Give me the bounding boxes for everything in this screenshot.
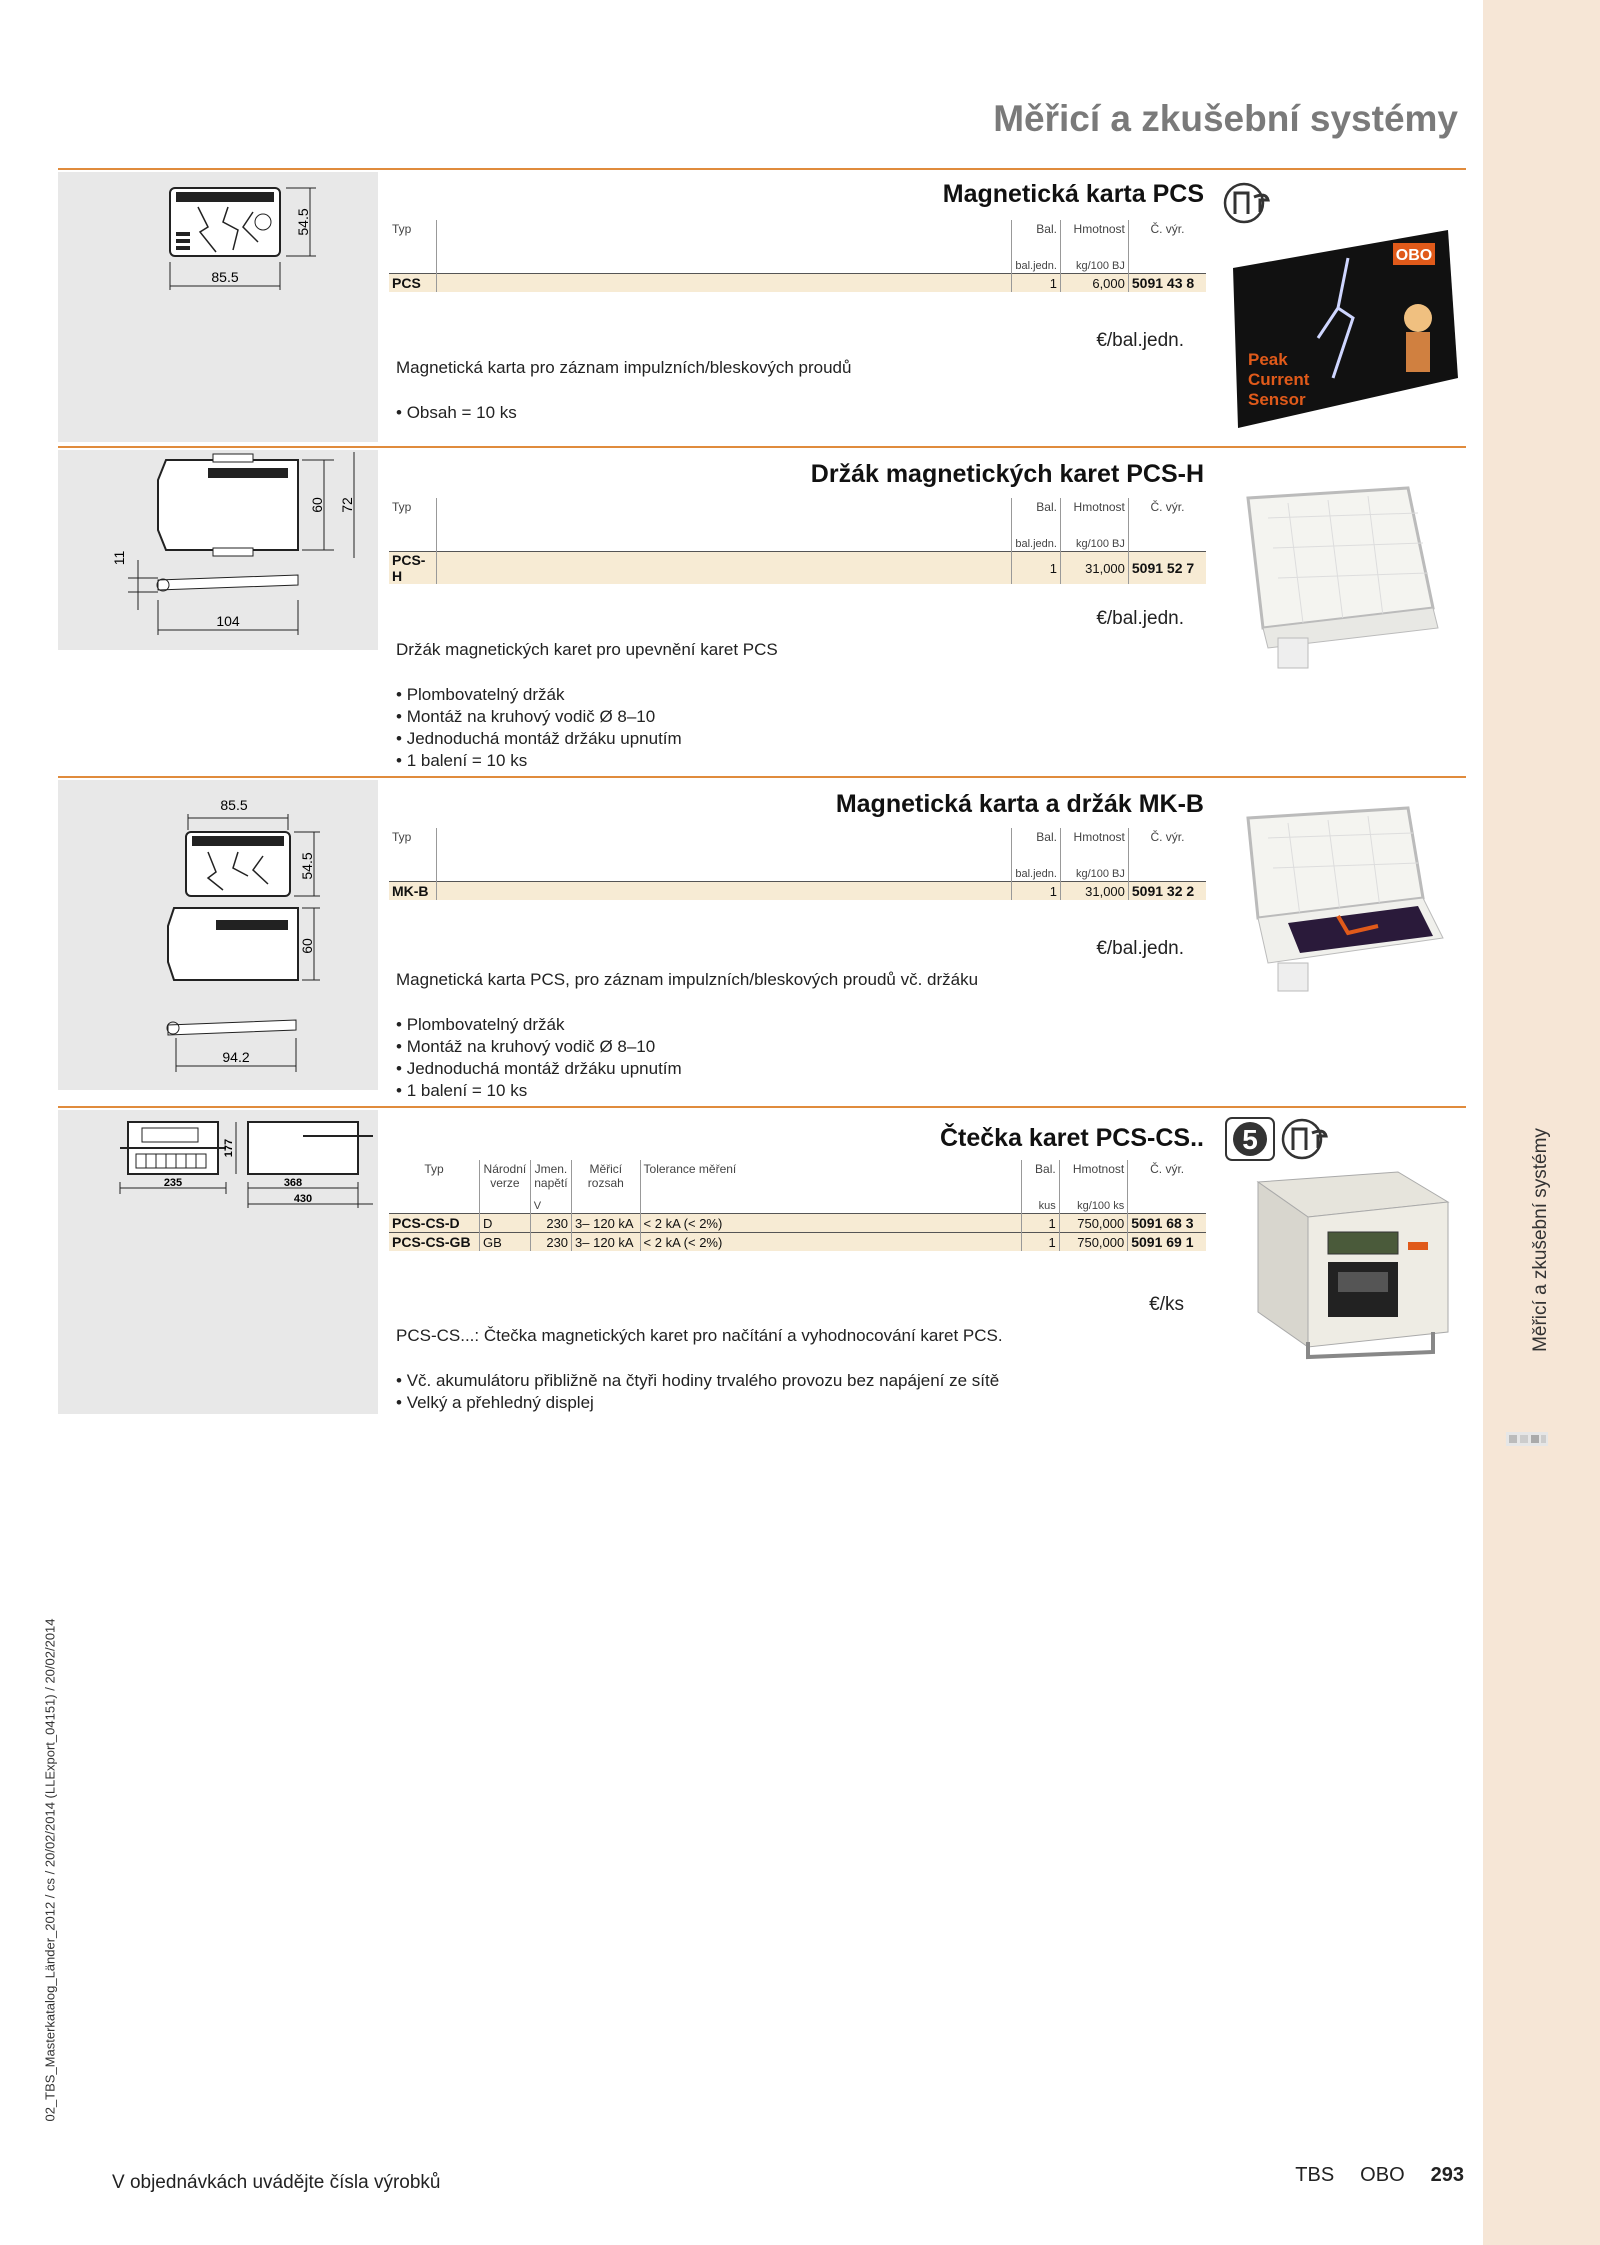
cell-national: GB xyxy=(479,1233,530,1252)
product-title: Čtečka karet PCS-CS.. xyxy=(939,1124,1204,1152)
price-unit: €/bal.jedn. xyxy=(1096,330,1184,351)
footer-brand-obo: OBO xyxy=(1360,2164,1405,2186)
product-table xyxy=(389,828,1206,900)
cell-art: 5091 52 7 xyxy=(1128,552,1206,585)
technical-drawing xyxy=(58,450,378,650)
warranty-badge-icon xyxy=(1224,1116,1276,1162)
list-item: • Plombovatelný držák xyxy=(396,684,682,706)
list-item: • 1 balení = 10 ks xyxy=(396,750,682,772)
col-weight: Hmotnost xyxy=(1059,1160,1128,1200)
cell-bal: 1 xyxy=(1021,1233,1059,1252)
product-table xyxy=(389,498,1206,584)
technical-drawing xyxy=(58,780,378,1090)
col-typ: Typ xyxy=(424,1162,444,1176)
cell-national: D xyxy=(479,1214,530,1233)
product-description: Magnetická karta pro záznam impulzních/bleskových proudů xyxy=(396,358,852,377)
col-weight: Hmotnost xyxy=(1060,220,1128,260)
footer-note: V objednávkách uvádějte čísla výrobků xyxy=(112,2172,441,2193)
card-brand: OBO xyxy=(1395,247,1433,264)
price-unit: €/bal.jedn. xyxy=(1096,608,1184,629)
list-item: • Velký a přehledný displej xyxy=(396,1392,999,1414)
list-item: • Obsah = 10 ks xyxy=(396,402,517,424)
cell-art: 5091 68 3 xyxy=(1128,1214,1206,1233)
col-bal: Bal. xyxy=(1011,220,1060,260)
technical-drawing xyxy=(58,172,378,442)
side-tab xyxy=(1483,0,1600,2245)
cell-weight: 31,000 xyxy=(1060,882,1128,901)
page-number: 293 xyxy=(1430,2164,1464,2186)
dim-total: 72 xyxy=(339,497,355,513)
footer-brand-tbs: TBS xyxy=(1295,2164,1335,2186)
dim-front-width: 235 xyxy=(163,1177,183,1189)
product-photo xyxy=(1228,788,1448,998)
list-item: • Jednoduchá montáž držáku upnutím xyxy=(396,728,682,750)
dim-width: 85.5 xyxy=(220,797,248,813)
feature-list xyxy=(396,1014,682,1102)
cell-art: 5091 43 8 xyxy=(1128,274,1206,293)
feature-list xyxy=(396,1370,999,1414)
col-typ: Typ xyxy=(392,830,412,844)
col-national: Národní verze xyxy=(479,1160,530,1200)
table-row xyxy=(389,274,1206,293)
cell-tolerance: < 2 kA (< 2%) xyxy=(640,1214,749,1233)
unit-weight: kg/100 BJ xyxy=(1060,868,1128,882)
col-weight: Hmotnost xyxy=(1060,498,1128,538)
list-item: • Plombovatelný držák xyxy=(396,1014,682,1036)
dim-small: 11 xyxy=(111,550,127,566)
unit-bal: bal.jedn. xyxy=(1011,538,1060,552)
cell-bal: 1 xyxy=(1011,552,1060,585)
cell-weight: 750,000 xyxy=(1059,1214,1128,1233)
cell-weight: 750,000 xyxy=(1059,1233,1128,1252)
dim-height: 54.5 xyxy=(295,208,311,236)
col-bal: Bal. xyxy=(1021,1160,1059,1200)
product-photo xyxy=(1228,228,1458,428)
price-unit: €/bal.jedn. xyxy=(1096,938,1184,959)
col-bal: Bal. xyxy=(1011,498,1060,538)
dim-front-height: 177 xyxy=(223,1138,235,1158)
cell-voltage: 230 xyxy=(530,1214,571,1233)
gost-cert-icon xyxy=(1222,180,1274,226)
col-tolerance: Tolerance měření xyxy=(640,1160,749,1200)
technical-drawing xyxy=(58,1110,378,1414)
cell-bal: 1 xyxy=(1021,1214,1059,1233)
unit-bal: kus xyxy=(1021,1200,1059,1214)
col-typ: Typ xyxy=(392,222,412,236)
feature-list xyxy=(396,684,682,772)
unit-weight: kg/100 BJ xyxy=(1060,260,1128,274)
cell-range: 3– 120 kA xyxy=(572,1233,641,1252)
table-row xyxy=(389,1233,1206,1252)
cell-typ: PCS-CS-GB xyxy=(389,1233,479,1252)
cell-typ: PCS-H xyxy=(389,552,436,585)
dim-length: 94.2 xyxy=(222,1049,250,1065)
col-voltage: Jmen. napětí xyxy=(530,1160,571,1200)
dim-depth: 60 xyxy=(309,497,325,513)
dim-length: 104 xyxy=(216,613,240,629)
col-art: Č. výr. xyxy=(1128,1160,1206,1200)
unit-weight: kg/100 BJ xyxy=(1060,538,1128,552)
list-item: • Montáž na kruhový vodič Ø 8–10 xyxy=(396,1036,682,1058)
list-item: • 1 balení = 10 ks xyxy=(396,1080,682,1102)
col-art: Č. výr. xyxy=(1128,498,1206,538)
col-typ: Typ xyxy=(392,500,412,514)
cell-typ: MK-B xyxy=(389,882,436,901)
product-title: Magnetická karta PCS xyxy=(942,180,1204,208)
card-line1: Peak xyxy=(1248,350,1288,369)
unit-volt: V xyxy=(530,1200,571,1214)
dim-depth: 60 xyxy=(299,938,315,954)
cell-range: 3– 120 kA xyxy=(572,1214,641,1233)
footer-brands xyxy=(1295,2164,1464,2187)
cell-art: 5091 69 1 xyxy=(1128,1233,1206,1252)
product-description: Magnetická karta PCS, pro záznam impulzních/bleskových proudů vč. držáku xyxy=(396,970,979,989)
table-row xyxy=(389,552,1206,585)
cell-art: 5091 32 2 xyxy=(1128,882,1206,901)
product-table xyxy=(389,220,1206,292)
product-table xyxy=(389,1160,1206,1251)
product-section-pcs xyxy=(58,168,1466,446)
product-section-pcs-cs xyxy=(58,1106,1466,1412)
cell-weight: 6,000 xyxy=(1060,274,1128,293)
warranty-years: 5 xyxy=(1242,1124,1258,1155)
dim-side-total: 430 xyxy=(293,1193,313,1205)
table-row xyxy=(389,1214,1206,1233)
product-section-mk-b xyxy=(58,776,1466,1106)
cell-bal: 1 xyxy=(1011,882,1060,901)
product-photo xyxy=(1228,468,1448,678)
gost-cert-icon xyxy=(1280,1116,1332,1162)
dim-width: 85.5 xyxy=(211,269,239,285)
product-description: Držák magnetických karet pro upevnění karet PCS xyxy=(396,640,778,659)
product-title: Magnetická karta a držák MK-B xyxy=(835,790,1204,818)
feature-list xyxy=(396,402,517,424)
product-section-pcs-h xyxy=(58,446,1466,776)
unit-bal: bal.jedn. xyxy=(1011,868,1060,882)
unit-weight: kg/100 ks xyxy=(1059,1200,1128,1214)
product-description: PCS-CS...: Čtečka magnetických karet pro načítání a vyhodnocování karet PCS. xyxy=(396,1326,1003,1345)
document-reference: 02_TBS_Masterkatalog_Länder_2012 / cs / 20/02/2014 (LLExport_04151) / 20/02/2014 xyxy=(42,1618,58,2122)
obo-logo-icon xyxy=(1506,1428,1548,1450)
list-item: • Vč. akumulátoru přibližně na čtyři hodiny trvalého provozu bez napájení ze sítě xyxy=(396,1370,999,1392)
side-tab-label: Měřicí a zkušební systémy xyxy=(1530,1128,1551,1352)
unit-bal: bal.jedn. xyxy=(1011,260,1060,274)
card-line2: Current xyxy=(1248,370,1310,389)
price-unit: €/ks xyxy=(1149,1294,1184,1315)
table-row xyxy=(389,882,1206,901)
col-range: Měřicí rozsah xyxy=(572,1160,641,1200)
product-photo xyxy=(1228,1162,1458,1362)
cell-typ: PCS xyxy=(389,274,436,293)
page-title: Měřicí a zkušební systémy xyxy=(993,98,1458,139)
col-art: Č. výr. xyxy=(1128,828,1206,868)
dim-height: 54.5 xyxy=(299,852,315,880)
cell-voltage: 230 xyxy=(530,1233,571,1252)
cell-bal: 1 xyxy=(1011,274,1060,293)
col-bal: Bal. xyxy=(1011,828,1060,868)
card-line3: Sensor xyxy=(1248,390,1306,409)
list-item: • Montáž na kruhový vodič Ø 8–10 xyxy=(396,706,682,728)
col-art: Č. výr. xyxy=(1128,220,1206,260)
list-item: • Jednoduchá montáž držáku upnutím xyxy=(396,1058,682,1080)
product-title: Držák magnetických karet PCS-H xyxy=(810,460,1204,488)
cell-typ: PCS-CS-D xyxy=(389,1214,479,1233)
dim-side-depth: 368 xyxy=(283,1177,303,1189)
cell-weight: 31,000 xyxy=(1060,552,1128,585)
cell-tolerance: < 2 kA (< 2%) xyxy=(640,1233,749,1252)
col-weight: Hmotnost xyxy=(1060,828,1128,868)
